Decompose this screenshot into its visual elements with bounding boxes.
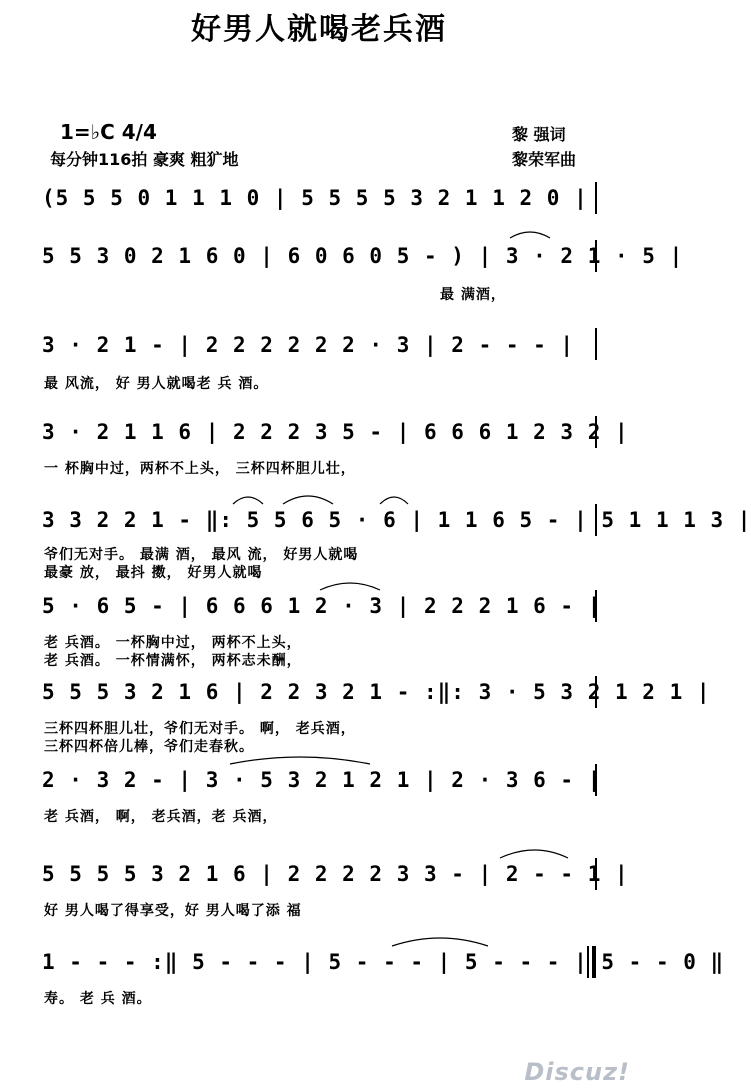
slur-mark [283, 496, 333, 504]
notation-line: 3 · 2 1 1 6 | 2 2 2 3 5 - | 6 6 6 1 2 3 2 | [42, 420, 629, 444]
slur-mark [392, 938, 488, 946]
notation-line: 5 5 5 5 3 2 1 6 | 2 2 2 2 3 3 - | 2 - - 1 | [42, 862, 629, 886]
lyrics-line: 一 杯胸中过，两杯不上头， 三杯四杯胆儿壮， [44, 461, 356, 477]
slur-mark [233, 497, 263, 504]
slur-mark [320, 583, 380, 590]
notation-line: 3 · 2 1 - | 2 2 2 2 2 2 · 3 | 2 - - - | [42, 333, 575, 357]
notation-line: (5 5 5 0 1 1 1 0 | 5 5 5 5 3 2 1 1 2 0 | [42, 186, 588, 210]
slur-mark [510, 232, 550, 238]
lyrics-line: 寿。 老 兵 酒。 [44, 991, 152, 1007]
slur-mark [380, 497, 408, 504]
lyrics-line: 三杯四杯胆儿壮，爷们无对手。 啊， 老兵酒， [44, 721, 356, 737]
notation-line: 5 5 3 0 2 1 6 0 | 6 0 6 0 5 - ) | 3 · 2 1 · 5 | [42, 244, 684, 268]
lyrics-line: 爷们无对手。 最满 酒， 最风 流， 好男人就喝 [44, 547, 359, 563]
composer-credit: 黎荣军曲 [512, 150, 577, 169]
tempo-marking: 每分钟116拍 豪爽 粗犷地 [50, 150, 239, 169]
lyrics-line: 三杯四杯倍儿棒，爷们走春秋。 [44, 739, 254, 755]
watermark-logo: Discuz! [524, 1058, 630, 1086]
lyrics-line: 老 兵酒。 一杯胸中过， 两杯不上头， [44, 635, 302, 651]
slur-mark [230, 757, 370, 764]
key-signature: 1=♭C 4/4 [60, 120, 157, 144]
lyrics-line: 老 兵酒。 一杯情满怀， 两杯志未酬， [44, 653, 302, 669]
lyrics-line: 最豪 放， 最抖 擞， 好男人就喝 [44, 565, 263, 581]
notation-line: 1 - - - :‖ 5 - - - | 5 - - - | 5 - - - | 5 - - 0 ‖ [42, 950, 725, 974]
notation-line: 5 5 5 3 2 1 6 | 2 2 3 2 1 - :‖: 3 · 5 3 2 1 2 1 | [42, 680, 711, 704]
lyrics-line: 好 男人喝了得享受，好 男人喝了添 福 [44, 903, 302, 919]
song-title: 好男人就喝老兵酒 [191, 12, 447, 47]
lyricist-credit: 黎 强词 [512, 125, 566, 144]
lyrics-line: 最 风流， 好 男人就喝老 兵 酒。 [44, 376, 269, 392]
lyrics-line: 最 满酒， [440, 287, 506, 303]
lyrics-line: 老 兵酒， 啊， 老兵酒，老 兵酒， [44, 809, 278, 825]
slur-mark [500, 850, 568, 858]
notation-line: 5 · 6 5 - | 6 6 6 1 2 · 3 | 2 2 2 1 6 - | [42, 594, 602, 618]
notation-line: 2 · 3 2 - | 3 · 5 3 2 1 2 1 | 2 · 3 6 - | [42, 768, 602, 792]
notation-line: 3 3 2 2 1 - ‖: 5 5 6 5 · 6 | 1 1 6 5 - | 5 1 1 1 3 | [42, 508, 751, 532]
